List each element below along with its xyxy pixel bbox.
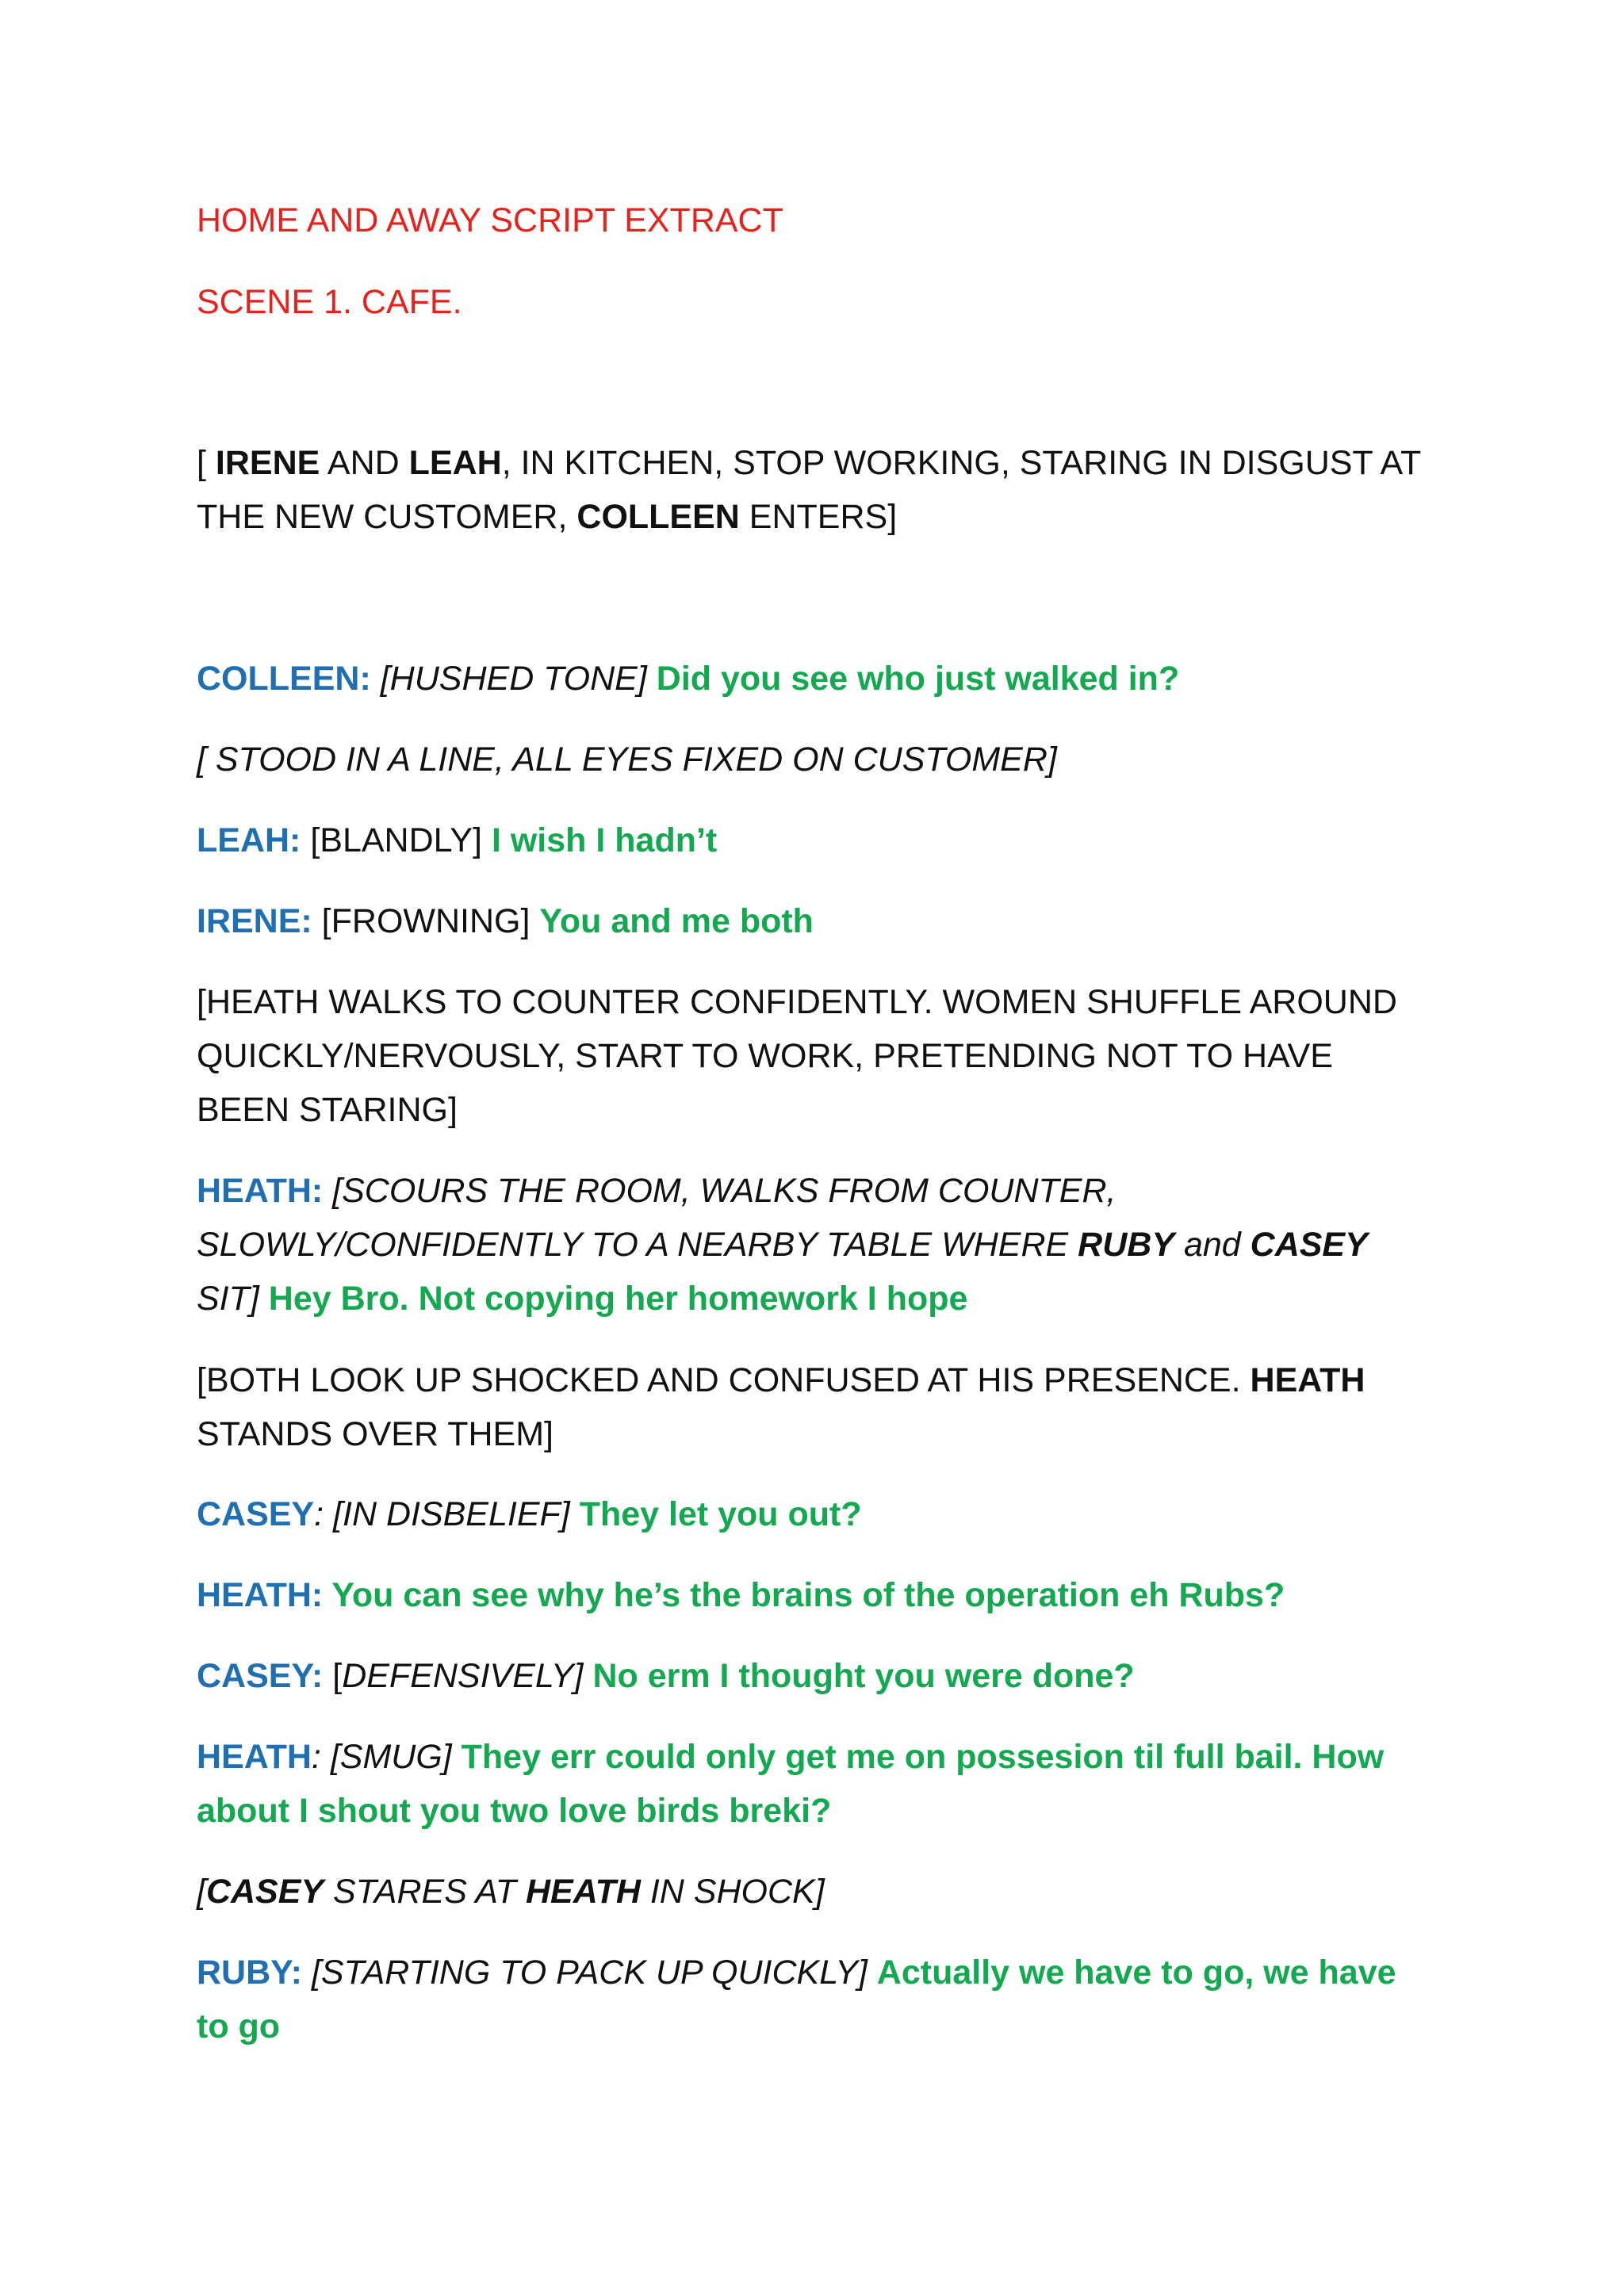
acting-direction: [STARTING TO PACK UP QUICKLY] <box>301 1954 877 1992</box>
dialogue-line-colleen <box>197 652 1434 706</box>
dialogue-line-casey <box>197 1487 1434 1541</box>
speaker-label: LEAH: <box>197 821 301 859</box>
dialogue-line-casey: CASEY: [DEFENSIVELY] No erm I thought you were done? <box>197 1657 1135 1695</box>
character-name: HEATH <box>525 1873 641 1911</box>
stage-direction-opening: [ IRENE AND LEAH, IN KITCHEN, STOP WORKING, STARING IN DISGUST AT THE NEW CUSTOMER, COLLEEN ENTERS] <box>197 444 1421 536</box>
dialogue-line-irene <box>197 894 1434 948</box>
dialogue-text: No erm I thought you were done? <box>583 1657 1135 1695</box>
acting-direction: [SCOURS THE ROOM, WALKS FROM COUNTER, SLOWLY/CONFIDENTLY TO A NEARBY TABLE WHERE RUBY and CASEY SIT] <box>197 1172 1368 1318</box>
dialogue-line-leah <box>197 813 1434 867</box>
dialogue-text: You and me both <box>539 902 814 940</box>
character-name: CASEY <box>205 1873 324 1911</box>
character-name: COLLEEN <box>576 498 740 536</box>
dialogue-text: Actually we have to go, we have to go <box>197 1954 1396 2045</box>
speaker-label: RUBY: <box>197 1954 302 1992</box>
acting-direction: [BLANDLY] <box>301 821 492 859</box>
speaker-label: HEATH: <box>197 1576 324 1614</box>
acting-direction: : [IN DISBELIEF] <box>314 1495 580 1533</box>
character-name: LEAH <box>408 444 502 482</box>
character-name: CASEY <box>1250 1226 1368 1264</box>
speaker-label: HEATH: <box>197 1172 324 1210</box>
stage-direction: [HEATH WALKS TO COUNTER CONFIDENTLY. WOMEN SHUFFLE AROUND QUICKLY/NERVOUSLY, START TO WORK, PRETENDING NOT TO HAVE BEEN STARING] <box>197 983 1397 1129</box>
dialogue-text: They let you out? <box>579 1495 862 1533</box>
speaker-label: COLLEEN: <box>197 660 371 698</box>
acting-direction: : [SMUG] <box>311 1738 462 1776</box>
speaker-label: HEATH <box>197 1738 312 1776</box>
acting-direction: DEFENSIVELY] <box>342 1657 584 1695</box>
dialogue-line-ruby <box>197 1946 1434 2053</box>
dialogue-line-heath <box>197 1164 1434 1326</box>
speaker-label: IRENE: <box>197 902 312 940</box>
stage-direction: [ STOOD IN A LINE, ALL EYES FIXED ON CUSTOMER] <box>197 740 1057 779</box>
character-name: IRENE <box>215 444 320 482</box>
dialogue-line-heath <box>197 1730 1434 1838</box>
acting-direction: [HUSHED TONE] <box>370 660 657 698</box>
character-name: RUBY <box>1078 1226 1174 1264</box>
stage-direction: [CASEY STARES AT HEATH IN SHOCK] <box>197 1873 825 1911</box>
dialogue-text: They err could only get me on possesion til full bail. How about I shout you two love birds breki? <box>197 1738 1385 1830</box>
character-name: HEATH <box>1250 1361 1365 1399</box>
dialogue-text: Hey Bro. Not copying her homework I hope <box>268 1280 968 1318</box>
speaker-label: CASEY <box>197 1495 315 1533</box>
dialogue-line-heath <box>197 1568 1434 1622</box>
acting-direction: [FROWNING] <box>312 902 540 940</box>
speaker-label: CASEY: <box>197 1657 324 1695</box>
dialogue-text: You can see why he’s the brains of the operation eh Rubs? <box>323 1576 1285 1614</box>
document-title: HOME AND AWAY SCRIPT EXTRACT <box>197 201 783 239</box>
dialogue-text: I wish I hadn’t <box>491 821 718 859</box>
scene-heading: SCENE 1. CAFE. <box>197 283 462 321</box>
dialogue-text: Did you see who just walked in? <box>656 660 1180 698</box>
stage-direction: [BOTH LOOK UP SHOCKED AND CONFUSED AT HIS PRESENCE. HEATH STANDS OVER THEM] <box>197 1361 1365 1453</box>
